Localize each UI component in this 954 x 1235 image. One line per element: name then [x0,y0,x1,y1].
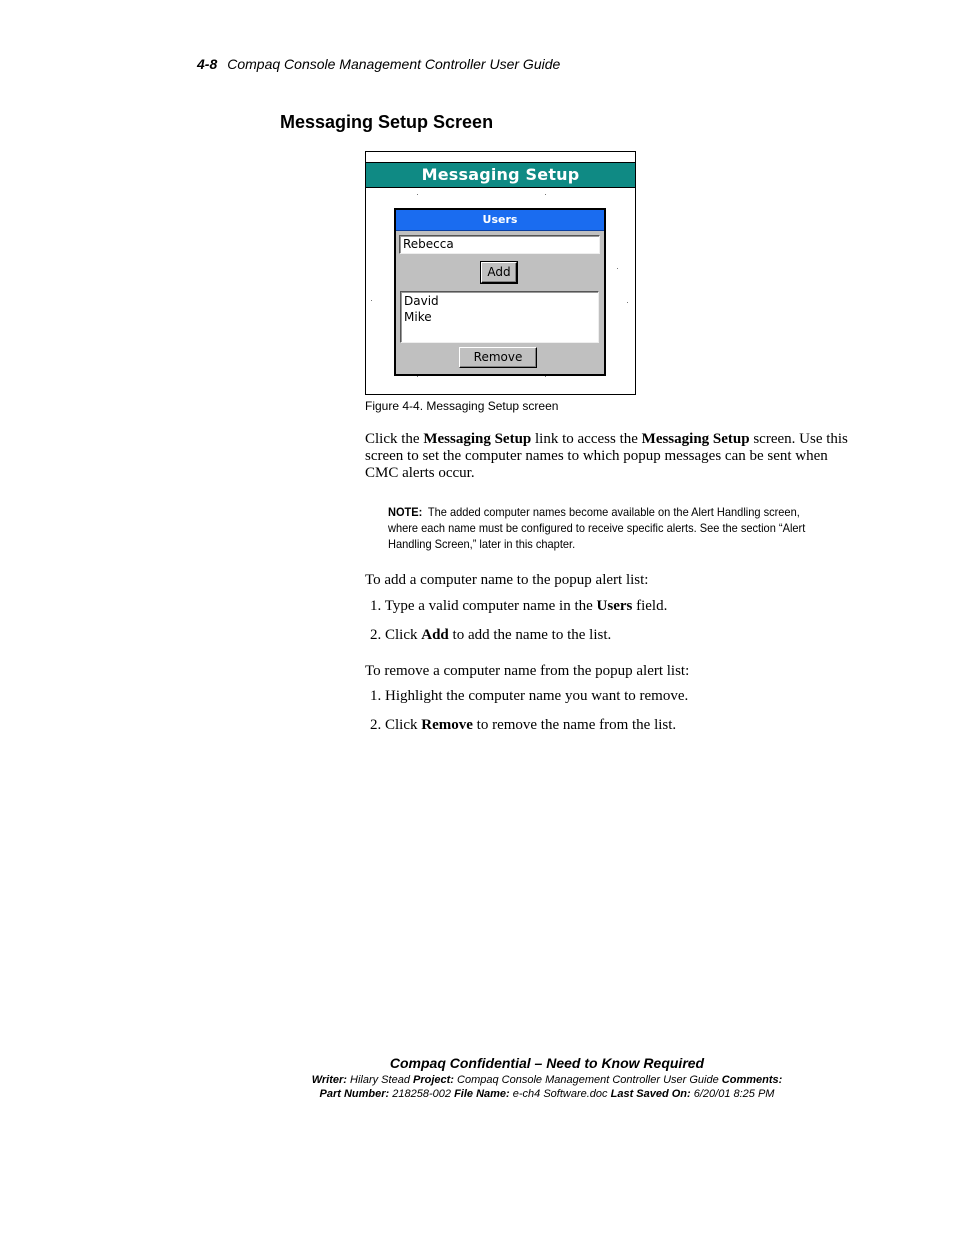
grid-dot [545,376,546,377]
section-title: Messaging Setup Screen [280,112,494,132]
users-listbox[interactable] [400,291,599,343]
comments-label: Comments: [721,1074,783,1086]
part-number: 218258-002 [392,1088,451,1100]
running-header [197,56,560,72]
window-title: Messaging Setup [366,162,635,188]
file-label: File Name: [454,1088,510,1100]
grid-dot [417,376,418,377]
text-run: to remove the name from the list. [472,717,677,733]
grid-dot [417,194,418,195]
figure-caption: Figure 4-4. Messaging Setup screen [365,399,559,413]
grid-dot [371,300,372,301]
remove-step [370,717,676,734]
text-run: 1. Type a valid computer name in the [370,598,597,614]
writer-label: Writer: [311,1074,347,1086]
users-input[interactable] [399,235,600,254]
users-panel [394,208,606,376]
text-run: Click the [365,431,424,447]
page-number: 4-8 [197,56,218,72]
footer-line-2 [0,1088,954,1100]
messaging-setup-figure [365,151,636,395]
text-run: link to access the [531,431,642,447]
grid-dot [627,302,628,303]
remove-step [370,688,688,705]
remove-button[interactable]: Remove [459,347,537,368]
text-run: screen. Use this screen to set the computer names to which popup messages can be sent when CMC alerts occur. [365,431,848,481]
list-item[interactable]: Mike [404,310,432,324]
writer: Hilary Stead [350,1074,410,1086]
bold-term: Messaging Setup [423,431,532,447]
text-run: to add the name to the list. [448,627,612,643]
file-name: e-ch4 Software.doc [512,1088,608,1100]
text-run: 2. Click [370,627,422,643]
grid-dot [617,268,618,269]
list-item[interactable]: David [404,294,439,308]
note-label: NOTE: [388,505,423,519]
guide-title: Compaq Console Management Controller User Guide [227,56,561,72]
text-run: 1. Highlight the computer name you want to remove. [370,688,689,704]
intro-paragraph [365,431,850,482]
bold-term: Add [421,627,449,643]
add-button[interactable]: Add [481,262,517,283]
bold-term: Messaging Setup [641,431,750,447]
add-step [370,598,667,615]
project-label: Project: [413,1074,454,1086]
add-intro: To add a computer name to the popup alert list: [365,572,649,588]
note-text: The added computer names become available on the Alert Handling screen, where each name must be configured to receive specific alerts. See the section “Alert Handling Screen,” later in this chapter. [388,505,806,551]
bold-term: Remove [421,717,473,733]
last-saved: 6/20/01 8:25 PM [693,1088,775,1100]
text-run: field. [632,598,668,614]
users-panel-header: Users [396,210,604,231]
confidential-notice: Compaq Confidential – Need to Know Required [389,1055,705,1071]
text-run: 2. Click [370,717,422,733]
footer-line-1 [0,1074,954,1086]
grid-dot [545,194,546,195]
part-label: Part Number: [319,1088,390,1100]
add-step [370,627,611,644]
remove-intro: To remove a computer name from the popup alert list: [365,663,690,679]
bold-term: Users [596,598,633,614]
note [388,504,822,552]
project: Compaq Console Management Controller User Guide [457,1074,719,1086]
saved-label: Last Saved On: [610,1088,691,1100]
